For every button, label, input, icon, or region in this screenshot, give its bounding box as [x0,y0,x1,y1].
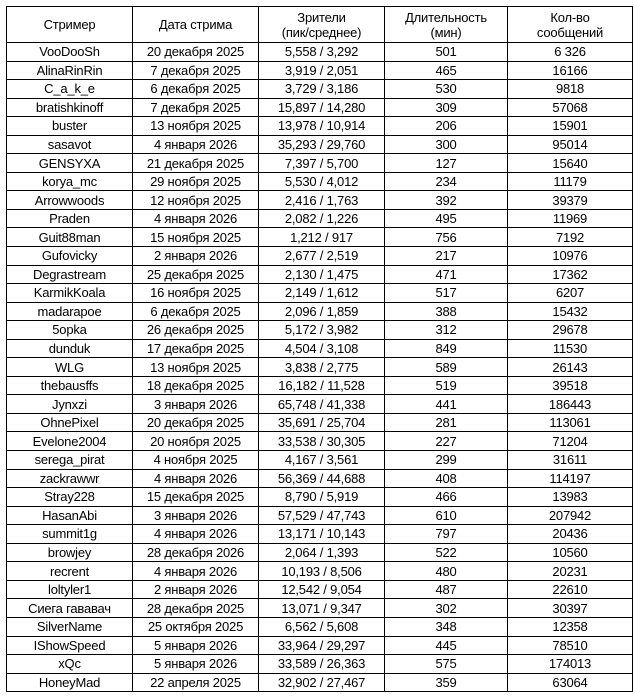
cell-date: 29 ноября 2025 [133,172,259,191]
table-row [7,358,633,377]
table-row [7,43,633,62]
cell-streamer: sasavot [7,135,133,154]
cell-viewers: 35,691 / 25,704 [259,413,385,432]
cell-duration: 530 [385,80,508,99]
cell-viewers: 6,562 / 5,608 [259,617,385,636]
cell-streamer: C_a_k_e [7,80,133,99]
table-row [7,543,633,562]
cell-messages: 78510 [508,636,633,655]
cell-messages: 207942 [508,506,633,525]
cell-messages: 7192 [508,228,633,247]
cell-date: 13 ноября 2025 [133,358,259,377]
cell-date: 28 декабря 2026 [133,543,259,562]
header-label-line2: (мин) [430,24,462,40]
cell-messages: 31611 [508,451,633,470]
cell-date: 7 декабря 2025 [133,98,259,117]
table-row [7,321,633,340]
table-row [7,209,633,228]
cell-date: 20 декабря 2025 [133,413,259,432]
cell-streamer: xQc [7,655,133,674]
table-row [7,599,633,618]
table-row [7,154,633,173]
cell-streamer: GENSYXA [7,154,133,173]
table-row [7,228,633,247]
table-row [7,432,633,451]
header-label-line1: Зрители [297,9,346,25]
cell-messages: 22610 [508,580,633,599]
cell-streamer: Сиега гававач [7,599,133,618]
cell-messages: 30397 [508,599,633,618]
cell-viewers: 33,964 / 29,297 [259,636,385,655]
cell-duration: 217 [385,247,508,266]
cell-duration: 127 [385,154,508,173]
table-row [7,80,633,99]
cell-messages: 16166 [508,61,633,80]
cell-date: 15 декабря 2025 [133,488,259,507]
cell-viewers: 3,838 / 2,775 [259,358,385,377]
cell-streamer: madarapoe [7,302,133,321]
table-row [7,135,633,154]
table-row [7,247,633,266]
cell-messages: 39379 [508,191,633,210]
cell-streamer: Degrastream [7,265,133,284]
cell-date: 4 ноября 2025 [133,451,259,470]
cell-date: 4 января 2026 [133,562,259,581]
cell-duration: 487 [385,580,508,599]
cell-messages: 186443 [508,395,633,414]
cell-streamer: Stray228 [7,488,133,507]
cell-streamer: loltyler1 [7,580,133,599]
cell-duration: 466 [385,488,508,507]
cell-viewers: 4,167 / 3,561 [259,451,385,470]
cell-date: 16 ноября 2025 [133,284,259,303]
cell-duration: 300 [385,135,508,154]
cell-messages: 114197 [508,469,633,488]
cell-streamer: dunduk [7,339,133,358]
table-row [7,506,633,525]
table-row [7,525,633,544]
cell-messages: 57068 [508,98,633,117]
cell-messages: 12358 [508,617,633,636]
cell-messages: 20231 [508,562,633,581]
cell-date: 3 января 2026 [133,395,259,414]
cell-viewers: 1,212 / 917 [259,228,385,247]
cell-date: 4 января 2026 [133,525,259,544]
cell-viewers: 32,902 / 27,467 [259,673,385,692]
table-row [7,469,633,488]
cell-streamer: SilverName [7,617,133,636]
table-row [7,339,633,358]
cell-streamer: korya_mc [7,172,133,191]
cell-viewers: 33,538 / 30,305 [259,432,385,451]
header-label-line2: (пик/среднее) [281,24,362,40]
cell-viewers: 8,790 / 5,919 [259,488,385,507]
cell-streamer: 5opka [7,321,133,340]
cell-date: 17 декабря 2025 [133,339,259,358]
cell-date: 15 ноября 2025 [133,228,259,247]
cell-duration: 348 [385,617,508,636]
cell-viewers: 2,149 / 1,612 [259,284,385,303]
cell-messages: 15901 [508,117,633,136]
cell-duration: 501 [385,43,508,62]
cell-viewers: 56,369 / 44,688 [259,469,385,488]
cell-viewers: 5,558 / 3,292 [259,43,385,62]
cell-date: 6 декабря 2025 [133,80,259,99]
table-row [7,302,633,321]
cell-date: 4 января 2026 [133,469,259,488]
cell-messages: 174013 [508,655,633,674]
cell-streamer: buster [7,117,133,136]
table-row [7,673,633,692]
header-label-line1: Длительность [405,9,487,25]
cell-duration: 610 [385,506,508,525]
cell-duration: 388 [385,302,508,321]
cell-streamer: VooDooSh [7,43,133,62]
cell-streamer: HasanAbi [7,506,133,525]
cell-duration: 408 [385,469,508,488]
cell-streamer: Guit88man [7,228,133,247]
cell-streamer: HoneyMad [7,673,133,692]
cell-date: 20 декабря 2025 [133,43,259,62]
cell-streamer: recrent [7,562,133,581]
cell-viewers: 7,397 / 5,700 [259,154,385,173]
cell-duration: 302 [385,599,508,618]
header-label-line2: сообщений [536,24,604,40]
cell-duration: 392 [385,191,508,210]
cell-date: 22 апреля 2025 [133,673,259,692]
cell-messages: 26143 [508,358,633,377]
cell-streamer: Jynxzi [7,395,133,414]
cell-streamer: KarmikKoala [7,284,133,303]
cell-date: 26 декабря 2025 [133,321,259,340]
cell-viewers: 13,978 / 10,914 [259,117,385,136]
table-row [7,191,633,210]
cell-duration: 522 [385,543,508,562]
cell-duration: 480 [385,562,508,581]
cell-date: 6 декабря 2025 [133,302,259,321]
cell-streamer: browjey [7,543,133,562]
cell-date: 3 января 2026 [133,506,259,525]
cell-duration: 312 [385,321,508,340]
cell-viewers: 5,172 / 3,982 [259,321,385,340]
table-row [7,395,633,414]
cell-streamer: summit1g [7,525,133,544]
cell-duration: 206 [385,117,508,136]
table-row [7,117,633,136]
header-row [7,7,633,43]
table-row [7,580,633,599]
cell-viewers: 5,530 / 4,012 [259,172,385,191]
cell-messages: 17362 [508,265,633,284]
cell-streamer: Gufovicky [7,247,133,266]
cell-viewers: 2,082 / 1,226 [259,209,385,228]
table-row [7,636,633,655]
cell-duration: 589 [385,358,508,377]
cell-viewers: 57,529 / 47,743 [259,506,385,525]
table-row [7,284,633,303]
header-date [133,7,259,43]
cell-messages: 15640 [508,154,633,173]
cell-viewers: 2,130 / 1,475 [259,265,385,284]
cell-date: 21 декабря 2025 [133,154,259,173]
cell-viewers: 15,897 / 14,280 [259,98,385,117]
cell-viewers: 13,071 / 9,347 [259,599,385,618]
cell-viewers: 3,729 / 3,186 [259,80,385,99]
cell-duration: 471 [385,265,508,284]
cell-streamer: OhnePixel [7,413,133,432]
table-row [7,562,633,581]
cell-streamer: Praden [7,209,133,228]
cell-streamer: zackrawwr [7,469,133,488]
header-messages [508,7,633,43]
cell-duration: 756 [385,228,508,247]
table-row [7,451,633,470]
cell-streamer: thebausffs [7,376,133,395]
cell-messages: 71204 [508,432,633,451]
cell-date: 13 ноября 2025 [133,117,259,136]
table-row [7,61,633,80]
cell-viewers: 16,182 / 11,528 [259,376,385,395]
table-row [7,172,633,191]
table-row [7,98,633,117]
cell-date: 4 января 2026 [133,209,259,228]
cell-streamer: Evelone2004 [7,432,133,451]
cell-viewers: 3,919 / 2,051 [259,61,385,80]
cell-duration: 519 [385,376,508,395]
cell-viewers: 10,193 / 8,506 [259,562,385,581]
cell-streamer: WLG [7,358,133,377]
cell-messages: 39518 [508,376,633,395]
cell-date: 25 октября 2025 [133,617,259,636]
cell-viewers: 2,096 / 1,859 [259,302,385,321]
cell-messages: 10560 [508,543,633,562]
cell-streamer: IShowSpeed [7,636,133,655]
cell-date: 28 декабря 2025 [133,599,259,618]
cell-duration: 441 [385,395,508,414]
cell-messages: 15432 [508,302,633,321]
cell-viewers: 65,748 / 41,338 [259,395,385,414]
header-duration [385,7,508,43]
cell-viewers: 2,677 / 2,519 [259,247,385,266]
cell-duration: 575 [385,655,508,674]
header-streamer [7,7,133,43]
cell-duration: 445 [385,636,508,655]
header-viewers [259,7,385,43]
table-row [7,265,633,284]
cell-duration: 495 [385,209,508,228]
cell-date: 20 ноября 2025 [133,432,259,451]
header-label-line1: Кол-во [550,9,590,25]
cell-viewers: 35,293 / 29,760 [259,135,385,154]
cell-duration: 849 [385,339,508,358]
cell-messages: 13983 [508,488,633,507]
cell-viewers: 13,171 / 10,143 [259,525,385,544]
cell-date: 12 ноября 2025 [133,191,259,210]
cell-duration: 299 [385,451,508,470]
cell-messages: 95014 [508,135,633,154]
cell-date: 2 января 2026 [133,247,259,266]
cell-viewers: 12,542 / 9,054 [259,580,385,599]
cell-date: 4 января 2026 [133,135,259,154]
cell-duration: 281 [385,413,508,432]
cell-messages: 11530 [508,339,633,358]
cell-messages: 113061 [508,413,633,432]
cell-messages: 63064 [508,673,633,692]
cell-duration: 465 [385,61,508,80]
cell-streamer: bratishkinoff [7,98,133,117]
cell-messages: 6207 [508,284,633,303]
cell-streamer: Arrowwoods [7,191,133,210]
cell-viewers: 4,504 / 3,108 [259,339,385,358]
cell-messages: 29678 [508,321,633,340]
cell-duration: 309 [385,98,508,117]
cell-viewers: 2,064 / 1,393 [259,543,385,562]
cell-date: 7 декабря 2025 [133,61,259,80]
table-row [7,617,633,636]
table-row [7,376,633,395]
cell-messages: 11969 [508,209,633,228]
cell-duration: 234 [385,172,508,191]
cell-duration: 797 [385,525,508,544]
streamers-table [6,6,633,692]
cell-duration: 227 [385,432,508,451]
cell-viewers: 2,416 / 1,763 [259,191,385,210]
header-label-line1: Стример [43,17,96,32]
table-body [7,43,633,692]
cell-date: 18 декабря 2025 [133,376,259,395]
cell-date: 25 декабря 2025 [133,265,259,284]
cell-streamer: AlinaRinRin [7,61,133,80]
cell-messages: 20436 [508,525,633,544]
table-row [7,413,633,432]
cell-messages: 10976 [508,247,633,266]
table-row [7,488,633,507]
table-row [7,655,633,674]
header-label-line1: Дата стрима [158,17,233,32]
cell-viewers: 33,589 / 26,363 [259,655,385,674]
cell-messages: 6 326 [508,43,633,62]
cell-streamer: serega_pirat [7,451,133,470]
cell-duration: 359 [385,673,508,692]
cell-messages: 9818 [508,80,633,99]
cell-date: 5 января 2026 [133,655,259,674]
cell-messages: 11179 [508,172,633,191]
cell-duration: 517 [385,284,508,303]
cell-date: 2 января 2026 [133,580,259,599]
cell-date: 5 января 2026 [133,636,259,655]
